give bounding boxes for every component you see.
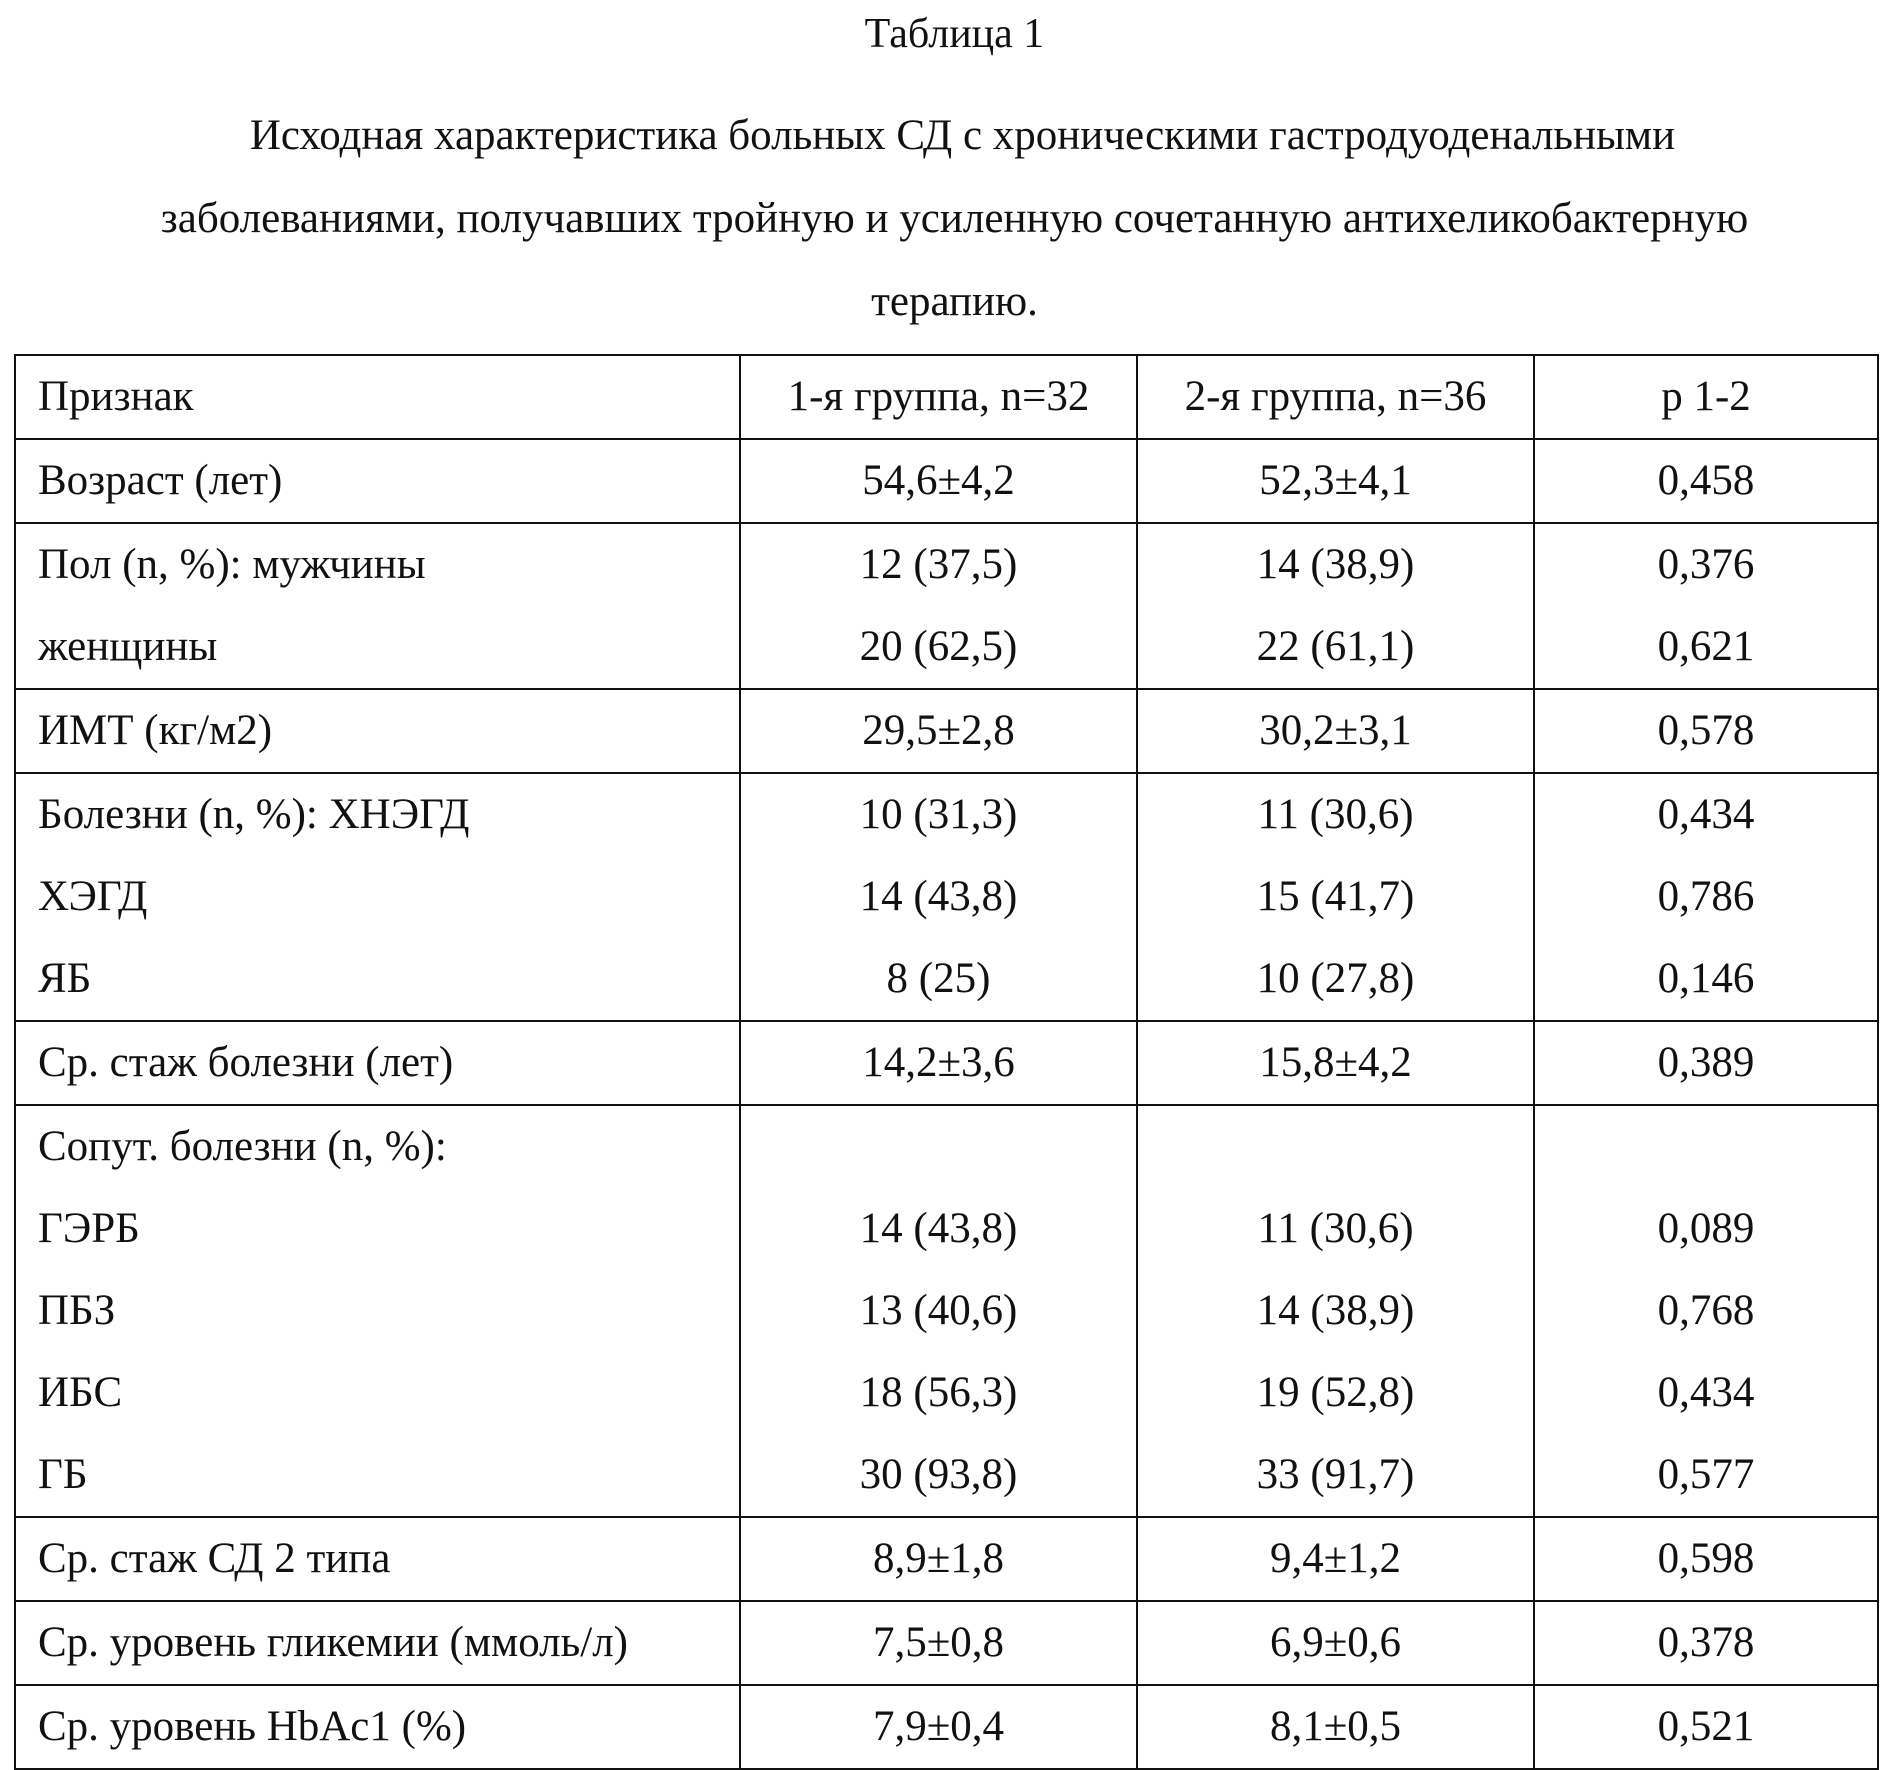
feature-cell <box>15 523 740 689</box>
feature-cell-line: Ср. стаж СД 2 типа <box>38 1535 391 1582</box>
group1-cell-line: 14 (43,8) <box>859 873 1018 920</box>
group2-cell <box>1137 1685 1534 1769</box>
header-p-text: р 1-2 <box>1661 373 1751 420</box>
group1-cell-line: 54,6±4,2 <box>862 457 1015 504</box>
feature-cell <box>15 1685 740 1769</box>
group1-cell <box>740 1601 1137 1685</box>
header-group1-text: 1-я группа, n=32 <box>787 373 1090 420</box>
group1-cell-line: 8,9±1,8 <box>872 1535 1005 1582</box>
feature-cell-line: Ср. уровень HbAc1 (%) <box>38 1703 467 1750</box>
feature-cell-line: ГБ <box>38 1451 88 1498</box>
feature-cell <box>15 1517 740 1601</box>
feature-cell <box>15 1601 740 1685</box>
feature-cell <box>15 439 740 523</box>
table-title-line: терапию. <box>871 278 1038 325</box>
feature-cell-line: Болезни (n, %): ХНЭГД <box>38 791 470 838</box>
group1-cell <box>740 689 1137 773</box>
group2-cell <box>1137 1021 1534 1105</box>
group2-cell <box>1137 689 1534 773</box>
group2-cell <box>1137 523 1534 689</box>
group1-cell-line: 7,9±0,4 <box>872 1703 1005 1750</box>
group2-cell-line: 11 (30,6) <box>1257 1205 1414 1252</box>
group2-cell <box>1137 773 1534 1021</box>
group1-cell <box>740 1517 1137 1601</box>
group1-cell-line: 14,2±3,6 <box>862 1039 1015 1086</box>
group1-cell <box>740 1021 1137 1105</box>
group1-cell-line: 12 (37,5) <box>859 541 1018 588</box>
header-group2-text: 2-я группа, n=36 <box>1184 373 1487 420</box>
feature-cell-line: ИМТ (кг/м2) <box>38 707 273 754</box>
feature-cell-line: Возраст (лет) <box>38 457 283 504</box>
feature-cell-line: женщины <box>38 623 218 670</box>
p-value-cell-line: 0,621 <box>1657 623 1755 670</box>
group2-cell <box>1137 1105 1534 1517</box>
p-value-cell-line: 0,768 <box>1657 1287 1755 1334</box>
p-value-cell <box>1534 773 1878 1021</box>
table-row <box>15 1021 1878 1105</box>
group1-cell-line <box>741 1106 1136 1188</box>
group2-cell <box>1137 1517 1534 1601</box>
p-value-cell-line: 0,434 <box>1657 1369 1755 1416</box>
feature-cell-line: Сопут. болезни (n, %): <box>38 1123 447 1170</box>
feature-cell-line: ИБС <box>38 1369 123 1416</box>
group2-cell-line: 19 (52,8) <box>1256 1369 1415 1416</box>
p-value-cell <box>1534 1601 1878 1685</box>
feature-cell <box>15 773 740 1021</box>
p-value-cell-line: 0,389 <box>1657 1039 1755 1086</box>
group2-cell-line <box>1138 1106 1533 1188</box>
p-value-cell-line <box>1535 1106 1877 1188</box>
feature-cell-line: Ср. уровень гликемии (ммоль/л) <box>38 1619 628 1666</box>
table-number: Таблица 1 <box>864 11 1045 57</box>
p-value-cell-line: 0,089 <box>1657 1205 1755 1252</box>
group2-cell-line: 14 (38,9) <box>1256 541 1415 588</box>
p-value-cell-line: 0,578 <box>1657 707 1755 754</box>
group2-cell-line: 6,9±0,6 <box>1269 1619 1402 1666</box>
p-value-cell <box>1534 1685 1878 1769</box>
table-row <box>15 1517 1878 1601</box>
p-value-cell <box>1534 1021 1878 1105</box>
p-value-cell-line: 0,598 <box>1657 1535 1755 1582</box>
group1-cell-line: 29,5±2,8 <box>862 707 1015 754</box>
group2-cell-line: 15 (41,7) <box>1256 873 1415 920</box>
header-cell-group1 <box>740 355 1137 439</box>
feature-cell <box>15 689 740 773</box>
group1-cell-line: 30 (93,8) <box>859 1451 1018 1498</box>
group2-cell-line: 9,4±1,2 <box>1269 1535 1402 1582</box>
header-feature-text: Признак <box>38 373 194 420</box>
group1-cell-line: 7,5±0,8 <box>872 1619 1005 1666</box>
p-value-cell-line: 0,521 <box>1657 1703 1755 1750</box>
p-value-cell-line: 0,146 <box>1657 955 1755 1002</box>
feature-cell <box>15 1105 740 1517</box>
feature-cell-line: Пол (n, %): мужчины <box>38 541 426 588</box>
group2-cell-line: 30,2±3,1 <box>1259 707 1412 754</box>
p-value-cell-line: 0,376 <box>1657 541 1755 588</box>
feature-cell-line: ХЭГД <box>38 873 148 920</box>
group2-cell-line: 11 (30,6) <box>1257 791 1414 838</box>
group1-cell-line: 10 (31,3) <box>859 791 1018 838</box>
group1-cell-line: 13 (40,6) <box>859 1287 1018 1334</box>
group2-cell-line: 10 (27,8) <box>1256 955 1415 1002</box>
group2-cell <box>1137 1601 1534 1685</box>
p-value-cell-line: 0,434 <box>1657 791 1755 838</box>
p-value-cell-line: 0,786 <box>1657 873 1755 920</box>
table-row <box>15 523 1878 689</box>
table-row <box>15 439 1878 523</box>
feature-cell-line: ЯБ <box>38 955 92 1002</box>
p-value-cell <box>1534 689 1878 773</box>
group2-cell-line: 52,3±4,1 <box>1259 457 1412 504</box>
feature-cell <box>15 1021 740 1105</box>
group2-cell <box>1137 439 1534 523</box>
group2-cell-line: 33 (91,7) <box>1256 1451 1415 1498</box>
table-title-line: Исходная характеристика больных СД с хроническими гастродуоденальными <box>249 112 1676 159</box>
group1-cell <box>740 1105 1137 1517</box>
table-row <box>15 1685 1878 1769</box>
header-cell-group2 <box>1137 355 1534 439</box>
group1-cell-line: 20 (62,5) <box>859 623 1018 670</box>
table-row <box>15 1105 1878 1517</box>
feature-cell-line: ГЭРБ <box>38 1205 140 1252</box>
table-header-row <box>15 355 1878 439</box>
header-cell-feature <box>15 355 740 439</box>
p-value-cell <box>1534 1105 1878 1517</box>
group1-cell <box>740 1685 1137 1769</box>
group1-cell <box>740 523 1137 689</box>
p-value-cell-line: 0,458 <box>1657 457 1755 504</box>
data-table <box>14 354 1879 1770</box>
p-value-cell <box>1534 439 1878 523</box>
table-row <box>15 689 1878 773</box>
group1-cell-line: 8 (25) <box>886 955 991 1002</box>
group1-cell <box>740 439 1137 523</box>
group2-cell-line: 22 (61,1) <box>1256 623 1415 670</box>
group1-cell <box>740 773 1137 1021</box>
feature-cell-line: ПБЗ <box>38 1287 116 1334</box>
p-value-cell <box>1534 1517 1878 1601</box>
p-value-cell <box>1534 523 1878 689</box>
group2-cell-line: 14 (38,9) <box>1256 1287 1415 1334</box>
p-value-cell-line: 0,577 <box>1657 1451 1755 1498</box>
p-value-cell-line: 0,378 <box>1657 1619 1755 1666</box>
table-row <box>15 773 1878 1021</box>
feature-cell-line: Ср. стаж болезни (лет) <box>38 1039 454 1086</box>
table-title-line: заболеваниями, получавших тройную и усиленную сочетанную антихеликобактерную <box>160 195 1749 242</box>
group1-cell-line: 18 (56,3) <box>859 1369 1018 1416</box>
header-cell-p <box>1534 355 1878 439</box>
table-row <box>15 1601 1878 1685</box>
table-body <box>15 355 1878 1769</box>
group2-cell-line: 8,1±0,5 <box>1269 1703 1402 1750</box>
group2-cell-line: 15,8±4,2 <box>1259 1039 1412 1086</box>
group1-cell-line: 14 (43,8) <box>859 1205 1018 1252</box>
